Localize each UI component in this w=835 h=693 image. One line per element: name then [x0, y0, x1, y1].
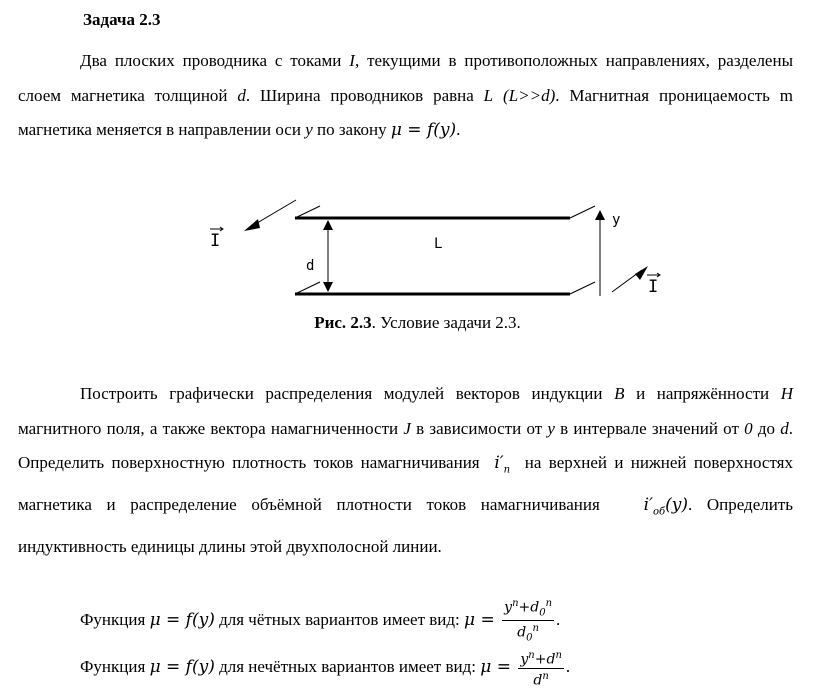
formula-even: Функция μ = f(y) для чётных вариантов имеет вид: μ = $\frac{y^n+d_0^n}{d_0^n}$ .	[80, 598, 561, 644]
figure-conductors	[200, 188, 670, 308]
label-L: L	[434, 236, 443, 252]
task-paragraph-2: Построить графически распределения модулей векторов индукции B и напряжённости H магнитного поля, а также вектора намагниченности J в зависимости от y в интервале значений от 0 до d. Определить поверхностную плотность токов намагничивания $i'_п$ на верхней и нижней поверхностях магнетика и распределение объёмной плотности токов намагничивания $i'_{об}(y)$. Определить индуктивность единицы длины этой двухполосной линии.	[18, 384, 794, 556]
caption-label: Рис. 2.3	[314, 313, 372, 332]
formula-odd: Функция μ = f(y) для нечётных вариантов имеет вид: μ = $\frac{y^n+d^n}{d^n}$ .	[80, 650, 571, 689]
caption-text: . Условие задачи 2.3.	[371, 313, 521, 332]
label-I-right: I	[648, 277, 659, 297]
task-paragraph-1: Два плоских проводника с токами I, текущими в противоположных направлениях, разделены слоем магнетика толщиной d. Ширина проводников равна L (L>>d). Магнитная проницаемость m магнетика меняется в направлении оси y по закону μ = f(y).	[18, 51, 793, 140]
label-I-left: I	[210, 231, 221, 251]
fraction-odd: $\frac{y^n+d^n}{d^n}$	[520, 650, 562, 689]
current-arrow-right-head	[635, 266, 648, 280]
label-y: y	[612, 212, 621, 228]
task-title: Задача 2.3	[83, 10, 161, 29]
label-d: d	[306, 258, 315, 274]
figure-caption	[0, 313, 835, 333]
fraction-even: $\frac{y^n+d_0^n}{d_0^n}$	[504, 598, 553, 644]
current-arrow-left-head	[244, 219, 260, 231]
